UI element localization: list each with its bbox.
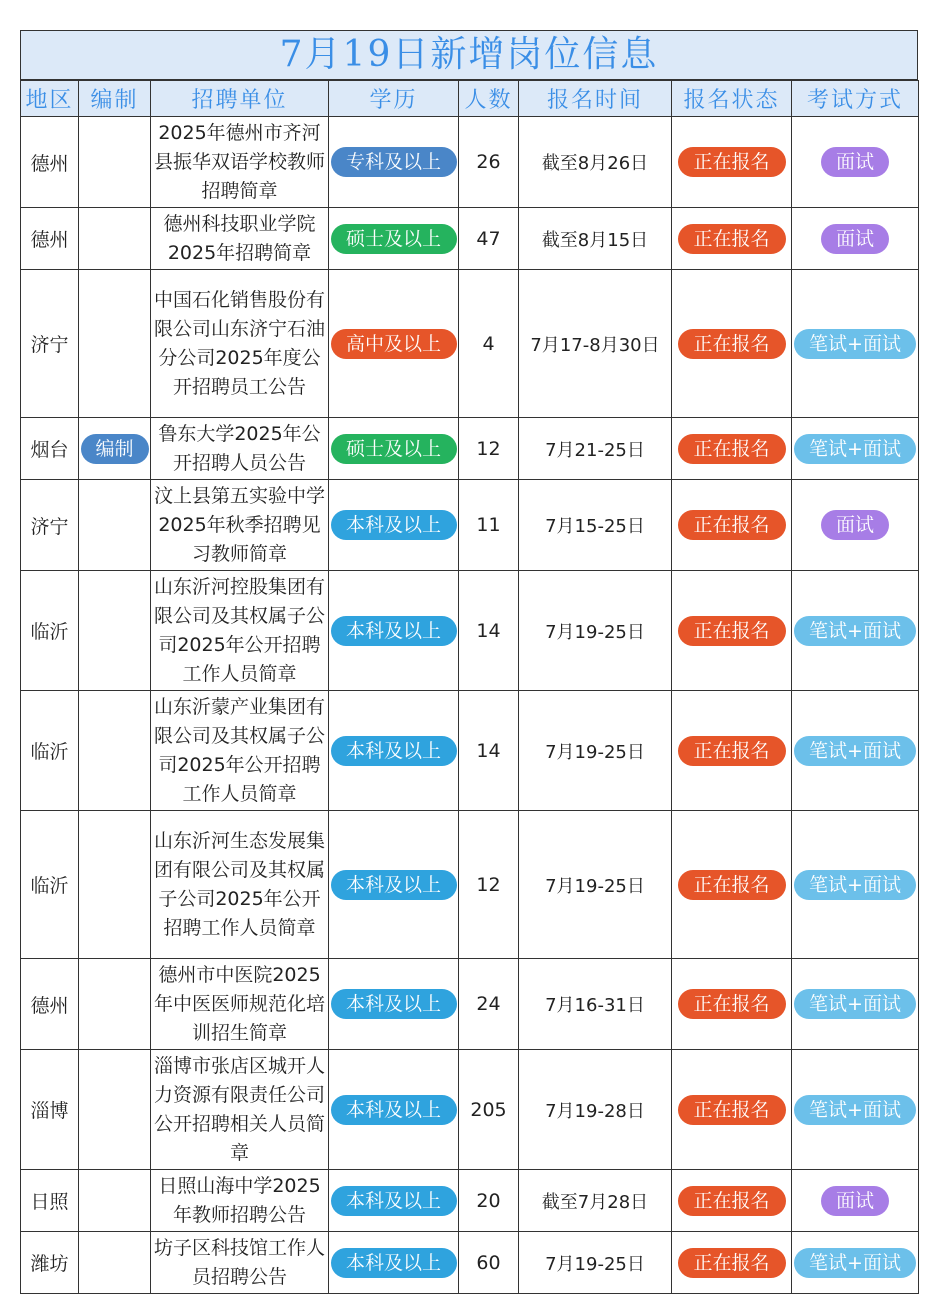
time-cell: 7月19-28日 [519,1050,672,1170]
status-cell [672,1050,792,1170]
bianzhi-cell [79,117,151,208]
status-badge: 正在报名 [678,147,786,177]
unit-cell: 山东沂河生态发展集团有限公司及其权属子公司2025年公开招聘工作人员简章 [151,811,329,959]
unit-cell: 德州科技职业学院2025年招聘简章 [151,208,329,270]
positions-table [20,80,919,1294]
table-row [21,208,919,270]
status-badge: 正在报名 [678,1248,786,1278]
education-badge: 高中及以上 [331,329,457,359]
unit-cell: 山东沂河控股集团有限公司及其权属子公司2025年公开招聘工作人员简章 [151,571,329,691]
status-badge: 正在报名 [678,989,786,1019]
education-cell [329,418,459,480]
time-cell: 7月19-25日 [519,811,672,959]
exam-badge: 笔试+面试 [794,736,916,766]
count-cell: 60 [459,1232,519,1294]
exam-cell [792,270,919,418]
status-badge: 正在报名 [678,1095,786,1125]
exam-badge: 笔试+面试 [794,1095,916,1125]
education-cell [329,117,459,208]
count-cell: 12 [459,811,519,959]
exam-badge: 面试 [821,147,889,177]
status-cell [672,811,792,959]
unit-cell: 2025年德州市齐河县振华双语学校教师招聘简章 [151,117,329,208]
header-count: 人数 [459,81,519,117]
table-row [21,571,919,691]
time-cell: 7月15-25日 [519,480,672,571]
status-badge: 正在报名 [678,870,786,900]
time-cell: 7月19-25日 [519,1232,672,1294]
count-cell: 47 [459,208,519,270]
exam-cell [792,1050,919,1170]
unit-cell: 山东沂蒙产业集团有限公司及其权属子公司2025年公开招聘工作人员简章 [151,691,329,811]
exam-badge: 笔试+面试 [794,616,916,646]
table-row [21,959,919,1050]
time-cell: 截至8月26日 [519,117,672,208]
time-cell: 截至8月15日 [519,208,672,270]
region-cell: 德州 [21,208,79,270]
education-badge: 硕士及以上 [331,434,457,464]
exam-cell [792,811,919,959]
count-cell: 12 [459,418,519,480]
exam-cell [792,571,919,691]
exam-badge: 笔试+面试 [794,989,916,1019]
region-cell: 济宁 [21,270,79,418]
education-badge: 本科及以上 [331,1095,457,1125]
bianzhi-cell [79,1232,151,1294]
table-row [21,117,919,208]
time-cell: 7月19-25日 [519,571,672,691]
bianzhi-cell [79,480,151,571]
table-row [21,691,919,811]
exam-badge: 面试 [821,224,889,254]
education-cell [329,480,459,571]
bianzhi-cell [79,270,151,418]
education-badge: 本科及以上 [331,1248,457,1278]
status-badge: 正在报名 [678,224,786,254]
status-cell [672,1232,792,1294]
status-cell [672,1170,792,1232]
count-cell: 4 [459,270,519,418]
unit-cell: 坊子区科技馆工作人员招聘公告 [151,1232,329,1294]
education-badge: 本科及以上 [331,736,457,766]
status-cell [672,959,792,1050]
count-cell: 20 [459,1170,519,1232]
education-badge: 硕士及以上 [331,224,457,254]
education-cell [329,691,459,811]
status-cell [672,117,792,208]
region-cell: 临沂 [21,571,79,691]
exam-cell [792,1232,919,1294]
exam-cell [792,1170,919,1232]
status-cell [672,480,792,571]
header-exam: 考试方式 [792,81,919,117]
education-cell [329,270,459,418]
exam-cell [792,959,919,1050]
table-row [21,418,919,480]
header-row [21,81,919,117]
header-region: 地区 [21,81,79,117]
table-row [21,480,919,571]
status-cell [672,270,792,418]
bianzhi-cell [79,959,151,1050]
status-badge: 正在报名 [678,1186,786,1216]
education-cell [329,1232,459,1294]
region-cell: 德州 [21,959,79,1050]
education-badge: 本科及以上 [331,616,457,646]
bianzhi-badge: 编制 [81,434,149,464]
table-row [21,1232,919,1294]
exam-cell [792,208,919,270]
count-cell: 26 [459,117,519,208]
exam-badge: 笔试+面试 [794,329,916,359]
education-badge: 本科及以上 [331,870,457,900]
region-cell: 临沂 [21,691,79,811]
education-cell [329,1170,459,1232]
region-cell: 烟台 [21,418,79,480]
header-status: 报名状态 [672,81,792,117]
region-cell: 日照 [21,1170,79,1232]
exam-cell [792,691,919,811]
exam-badge: 面试 [821,1186,889,1216]
status-cell [672,571,792,691]
recruitment-sheet [20,30,918,1294]
education-badge: 本科及以上 [331,989,457,1019]
exam-badge: 笔试+面试 [794,434,916,464]
page-title: 7月19日新增岗位信息 [20,30,918,80]
bianzhi-cell [79,418,151,480]
bianzhi-cell [79,1170,151,1232]
status-badge: 正在报名 [678,736,786,766]
status-badge: 正在报名 [678,434,786,464]
exam-badge: 笔试+面试 [794,870,916,900]
region-cell: 淄博 [21,1050,79,1170]
exam-cell [792,117,919,208]
status-cell [672,418,792,480]
header-time: 报名时间 [519,81,672,117]
bianzhi-cell [79,571,151,691]
table-row [21,1170,919,1232]
unit-cell: 中国石化销售股份有限公司山东济宁石油分公司2025年度公开招聘员工公告 [151,270,329,418]
count-cell: 11 [459,480,519,571]
education-cell [329,811,459,959]
count-cell: 24 [459,959,519,1050]
unit-cell: 鲁东大学2025年公开招聘人员公告 [151,418,329,480]
count-cell: 205 [459,1050,519,1170]
unit-cell: 德州市中医院2025年中医医师规范化培训招生简章 [151,959,329,1050]
education-cell [329,208,459,270]
status-cell [672,208,792,270]
bianzhi-cell [79,208,151,270]
education-cell [329,959,459,1050]
education-cell [329,1050,459,1170]
education-badge: 本科及以上 [331,1186,457,1216]
status-badge: 正在报名 [678,510,786,540]
exam-badge: 面试 [821,510,889,540]
region-cell: 济宁 [21,480,79,571]
status-badge: 正在报名 [678,616,786,646]
time-cell: 7月17-8月30日 [519,270,672,418]
header-bianzhi: 编制 [79,81,151,117]
time-cell: 7月19-25日 [519,691,672,811]
count-cell: 14 [459,571,519,691]
unit-cell: 日照山海中学2025年教师招聘公告 [151,1170,329,1232]
table-row [21,811,919,959]
bianzhi-cell [79,1050,151,1170]
header-education: 学历 [329,81,459,117]
status-cell [672,691,792,811]
unit-cell: 汶上县第五实验中学2025年秋季招聘见习教师简章 [151,480,329,571]
region-cell: 德州 [21,117,79,208]
time-cell: 7月16-31日 [519,959,672,1050]
table-row [21,270,919,418]
count-cell: 14 [459,691,519,811]
exam-badge: 笔试+面试 [794,1248,916,1278]
time-cell: 7月21-25日 [519,418,672,480]
header-unit: 招聘单位 [151,81,329,117]
education-badge: 本科及以上 [331,510,457,540]
region-cell: 潍坊 [21,1232,79,1294]
unit-cell: 淄博市张店区城开人力资源有限责任公司公开招聘相关人员简章 [151,1050,329,1170]
education-cell [329,571,459,691]
exam-cell [792,480,919,571]
time-cell: 截至7月28日 [519,1170,672,1232]
region-cell: 临沂 [21,811,79,959]
exam-cell [792,418,919,480]
status-badge: 正在报名 [678,329,786,359]
bianzhi-cell [79,691,151,811]
table-row [21,1050,919,1170]
bianzhi-cell [79,811,151,959]
education-badge: 专科及以上 [331,147,457,177]
